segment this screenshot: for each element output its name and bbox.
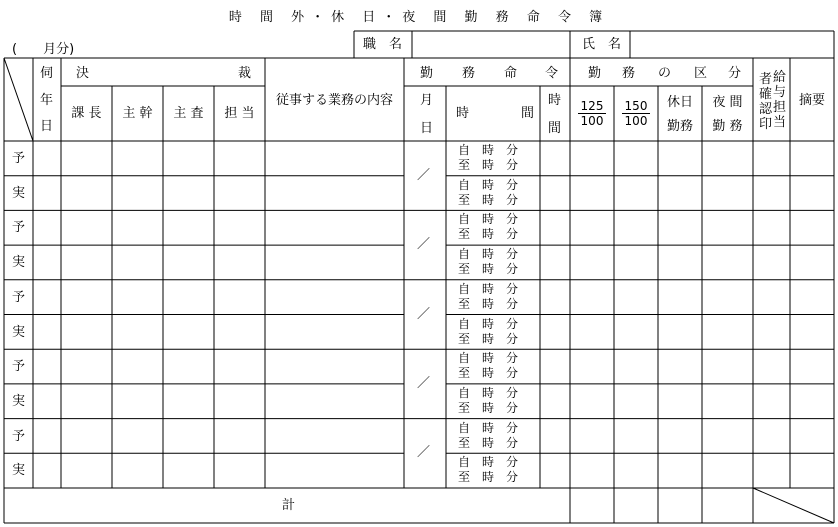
approver-chief: 課 長 <box>71 106 102 121</box>
class-char-4: 区 <box>694 66 708 81</box>
time-from: 自 時 分 <box>458 351 519 366</box>
night-header-2: 勤 務 <box>712 119 743 134</box>
holiday-header-2: 勤務 <box>666 119 693 134</box>
time-from: 自 時 分 <box>458 316 519 331</box>
rate-125-numerator: 125 <box>578 99 607 114</box>
order-char-4: 令 <box>545 66 559 81</box>
remarks-header: 摘要 <box>798 93 825 108</box>
row-kind-label: 実 <box>12 185 26 201</box>
order-char-2: 務 <box>462 66 476 81</box>
task-header: 従事する業務の内容 <box>275 93 393 108</box>
row-kind-label: 実 <box>12 255 26 271</box>
time-from: 自 時 分 <box>458 212 519 227</box>
approver-inspector: 主 査 <box>173 106 204 121</box>
time-header: 時 間 <box>456 106 535 121</box>
row-kind-label: 実 <box>12 463 26 479</box>
class-char-5: 分 <box>728 66 742 81</box>
row-kind-label: 実 <box>12 393 26 409</box>
approver-director: 主 幹 <box>122 106 153 121</box>
time-to: 至 時 分 <box>458 470 519 485</box>
rate-125-denominator: 100 <box>580 114 604 128</box>
total-label: 計 <box>282 498 296 513</box>
row-kind-label: 予 <box>12 359 26 375</box>
time-from: 自 時 分 <box>458 143 519 157</box>
time-from: 自 時 分 <box>458 177 519 192</box>
date-slash: ／ <box>417 167 431 183</box>
time-from: 自 時 分 <box>458 385 519 400</box>
rate-150-denominator: 100 <box>624 114 648 128</box>
rate-150-numerator: 150 <box>622 99 651 114</box>
confirm-column: 者 確 認 印 <box>758 72 772 132</box>
row-kind-label: 予 <box>12 220 26 236</box>
confirm-column: 給 与 担 当 <box>772 70 786 130</box>
time-to: 至 時 分 <box>458 400 519 415</box>
time-to: 至 時 分 <box>458 296 519 311</box>
time-from: 自 時 分 <box>458 455 519 470</box>
day-label: 日 <box>40 119 54 134</box>
position-label: 職 名 <box>363 37 403 52</box>
month-label: ( 月分) <box>12 42 75 57</box>
time-to: 至 時 分 <box>458 158 519 172</box>
class-char-3: の <box>658 66 672 81</box>
class-char-1: 勤 <box>588 66 602 81</box>
ukagai-label: 伺 <box>40 66 54 81</box>
class-char-2: 務 <box>622 66 636 81</box>
hours-header-2: 間 <box>548 121 562 136</box>
order-char-3: 命 <box>504 66 518 81</box>
time-to: 至 時 分 <box>458 227 519 242</box>
date-slash: ／ <box>417 375 431 391</box>
rate-125 <box>570 99 614 128</box>
day-header: 日 <box>420 121 434 136</box>
row-kind-label: 予 <box>12 151 26 166</box>
time-to: 至 時 分 <box>458 262 519 277</box>
time-from: 自 時 分 <box>458 420 519 435</box>
date-slash: ／ <box>417 237 431 253</box>
confirm-header <box>756 70 788 134</box>
time-to: 至 時 分 <box>458 366 519 381</box>
time-to: 至 時 分 <box>458 192 519 207</box>
approver-staff: 担 当 <box>224 106 255 121</box>
hours-header-1: 時 <box>548 93 562 108</box>
month-header: 月 <box>420 93 434 108</box>
holiday-header-1: 休日 <box>666 95 693 110</box>
time-from: 自 時 分 <box>458 281 519 296</box>
time-from: 自 時 分 <box>458 247 519 262</box>
time-to: 至 時 分 <box>458 331 519 346</box>
date-slash: ／ <box>417 445 431 461</box>
row-kind-label: 予 <box>12 428 26 444</box>
date-slash: ／ <box>417 306 431 322</box>
name-label: 氏 名 <box>582 37 622 52</box>
rate-150 <box>614 99 658 128</box>
order-char-1: 勤 <box>420 66 434 81</box>
time-to: 至 時 分 <box>458 435 519 450</box>
year-label: 年 <box>40 93 54 108</box>
night-header-1: 夜 間 <box>712 95 743 110</box>
kessai-left-label: 決 <box>76 66 90 81</box>
form-title: 時 間 外・休 日・夜 間 勤 務 命 令 簿 <box>228 10 610 25</box>
row-kind-label: 予 <box>12 289 26 305</box>
kessai-right-label: 裁 <box>238 66 252 81</box>
row-kind-label: 実 <box>12 324 26 340</box>
